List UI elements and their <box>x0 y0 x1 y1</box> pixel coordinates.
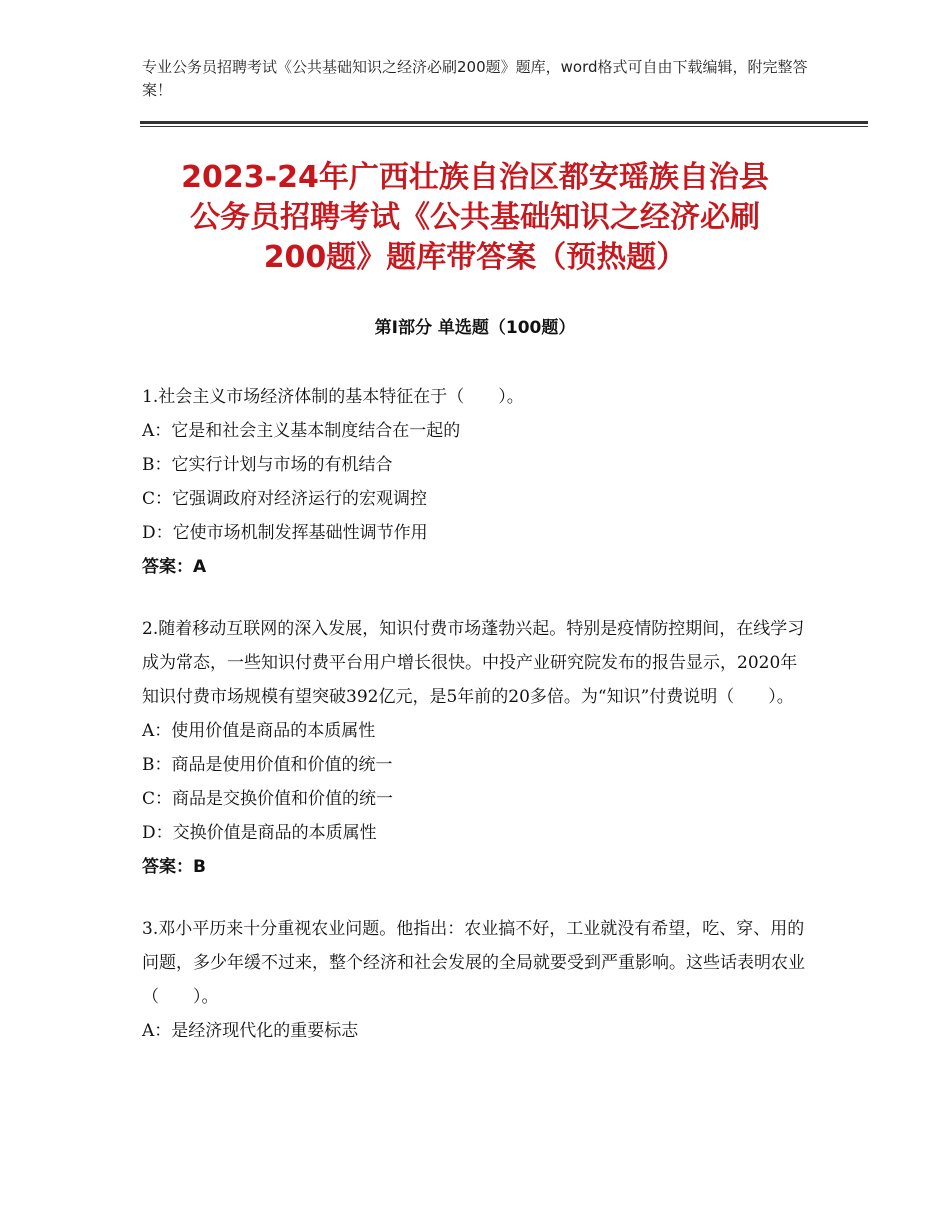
document-title <box>120 158 830 278</box>
question-stem: 2.随着移动互联网的深入发展，知识付费市场蓬勃兴起。特别是疫情防控期间，在线学习成为常态，一些知识付费平台用户增长很快。中投产业研究院发布的报告显示，2020年知识付费市场规模有望突破392亿元，是5年前的20多倍。为“知识”付费说明（ ）。 <box>142 619 805 707</box>
section-heading: 第I部分 单选题（100题） <box>374 318 576 338</box>
question-2 <box>142 612 812 884</box>
option-b: B：商品是使用价值和价值的统一 <box>142 755 393 775</box>
question-stem: 3.邓小平历来十分重视农业问题。他指出：农业搞不好，工业就没有希望，吃、穿、用的问题，多少年缓不过来，整个经济和社会发展的全局就要受到严重影响。这些话表明农业（ ）。 <box>142 919 805 1007</box>
option-c: C：商品是交换价值和价值的统一 <box>142 789 394 809</box>
header-rule-thin <box>140 126 868 127</box>
header-rule-thick <box>140 121 868 124</box>
question-stem: 1.社会主义市场经济体制的基本特征在于（ ）。 <box>142 387 524 407</box>
title-line-3: 200题》题库带答案（预热题） <box>263 240 687 275</box>
option-a: A：它是和社会主义基本制度结合在一起的 <box>142 421 461 441</box>
answer: 答案：B <box>142 857 206 877</box>
option-a: A：使用价值是商品的本质属性 <box>142 721 376 741</box>
question-1 <box>142 380 812 584</box>
option-c: C：它强调政府对经济运行的宏观调控 <box>142 489 428 509</box>
header-note: 专业公务员招聘考试《公共基础知识之经济必刷200题》题库，word格式可自由下载编辑，附完整答案！ <box>142 58 808 99</box>
option-a: A：是经济现代化的重要标志 <box>142 1021 359 1041</box>
title-line-1: 2023-24年广西壮族自治区都安瑶族自治县 <box>181 160 769 195</box>
option-d: D：它使市场机制发挥基础性调节作用 <box>142 523 428 543</box>
answer: 答案：A <box>142 557 207 577</box>
question-3 <box>142 912 812 1048</box>
question-list <box>142 380 812 1076</box>
title-line-2: 公务员招聘考试《公共基础知识之经济必刷 <box>190 200 760 235</box>
option-b: B：它实行计划与市场的有机结合 <box>142 455 393 475</box>
option-d: D：交换价值是商品的本质属性 <box>142 823 377 843</box>
